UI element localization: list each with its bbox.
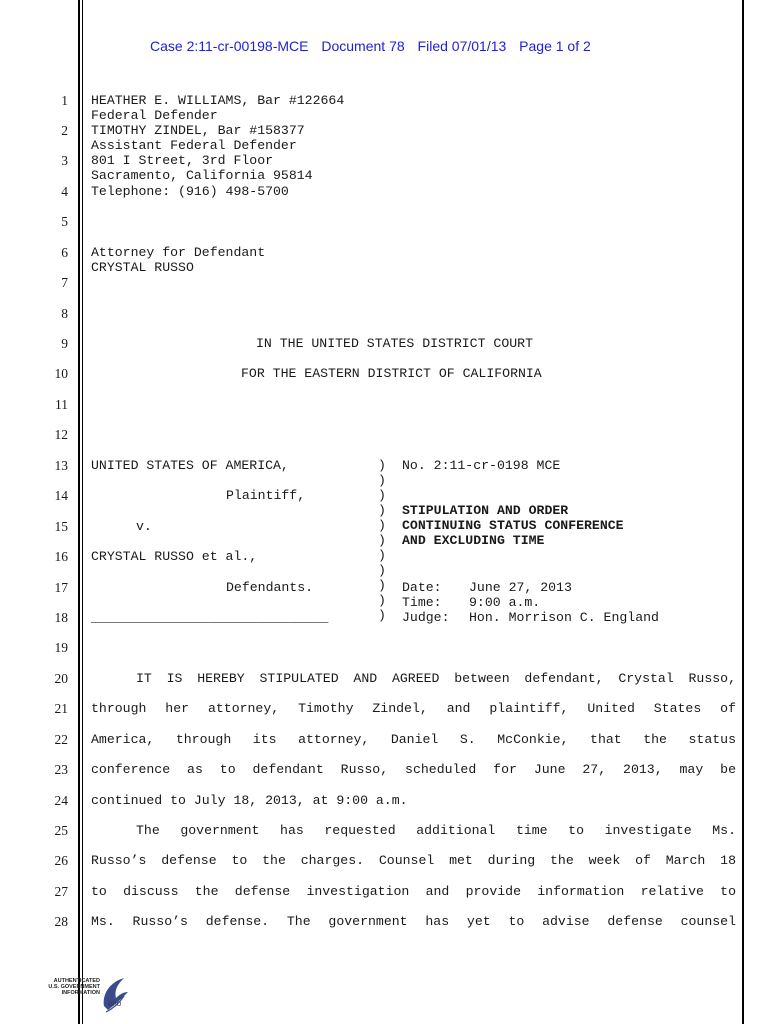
ecf-header [150,38,600,54]
gpo-mark: GPO [108,1002,122,1008]
left-margin-rule-outer [78,0,80,1024]
body-line: Ms. Russo’s defense. The government has yet to advise defense counsel [91,914,736,929]
judge-label: Judge: [402,610,450,625]
plaintiff-party: UNITED STATES OF AMERICA, [91,458,289,473]
attorney-line: HEATHER E. WILLIAMS, Bar #122664 [91,93,345,108]
document-title-line: CONTINUING STATUS CONFERENCE [402,518,624,533]
document-number: Document 78 [321,38,405,54]
line-number: 11 [55,397,68,412]
line-number: 3 [61,153,68,168]
line-number: 26 [54,853,68,868]
time-label: Time: [402,595,442,610]
seal-text: AUTHENTICATED U.S. GOVERNMENT INFORMATION [48,978,100,996]
line-number: 7 [61,275,68,290]
attorney-for-client: CRYSTAL RUSSO [91,260,194,275]
body-line: The government has requested additional time to investigate Ms. [136,823,736,838]
line-number: 1 [61,93,68,108]
line-number: 19 [54,640,68,655]
line-number: 28 [54,914,68,929]
date-value: June 27, 2013 [469,580,572,595]
defendant-role: Defendants. [226,580,314,595]
caption-underline: ______________________________ [91,610,329,625]
right-margin-rule [742,0,744,1024]
case-number-caption: No. 2:11-cr-0198 MCE [402,458,561,473]
line-number: 5 [61,214,68,229]
line-number: 21 [54,701,68,716]
court-district: FOR THE EASTERN DISTRICT OF CALIFORNIA [241,366,542,381]
line-number: 23 [54,762,68,777]
body-line: IT IS HEREBY STIPULATED AND AGREED between defendant, Crystal Russo, [136,671,736,686]
line-number: 15 [54,519,68,534]
line-number: 25 [54,823,68,838]
case-number: Case 2:11-cr-00198-MCE [150,38,309,54]
body-line: Russo’s defense to the charges. Counsel met during the week of March 18 [91,853,736,868]
attorney-line: TIMOTHY ZINDEL, Bar #158377 [91,123,305,138]
attorney-line: Federal Defender [91,108,218,123]
filed-date: Filed 07/01/13 [417,38,507,54]
line-number: 4 [61,184,68,199]
date-label: Date: [402,580,442,595]
defendant-party: CRYSTAL RUSSO et al., [91,549,258,564]
line-number: 20 [54,671,68,686]
line-number: 13 [54,458,68,473]
left-margin-rule-inner [82,0,83,1024]
gpo-authentication-seal [44,972,134,1016]
court-name: IN THE UNITED STATES DISTRICT COURT [256,336,533,351]
body-line: continued to July 18, 2013, at 9:00 a.m. [91,793,408,808]
page-indicator: Page 1 of 2 [519,38,591,54]
body-line: America, through its attorney, Daniel S. McConkie, that the status [91,732,736,747]
document-title-line: AND EXCLUDING TIME [402,533,545,548]
attorney-for-label: Attorney for Defendant [91,245,266,260]
eagle-icon [44,972,134,1016]
line-number: 27 [54,884,68,899]
document-title-line: STIPULATION AND ORDER [402,503,569,518]
line-number: 14 [54,488,68,503]
line-number: 2 [61,123,68,138]
attorney-line: Telephone: (916) 498-5700 [91,184,289,199]
time-value: 9:00 a.m. [469,595,541,610]
line-number: 22 [54,732,68,747]
line-number: 12 [54,427,68,442]
line-number: 18 [54,610,68,625]
attorney-line: Sacramento, California 95814 [91,168,313,183]
judge-value: Hon. Morrison C. England [469,610,659,625]
line-number: 16 [54,549,68,564]
plaintiff-role: Plaintiff, [226,488,306,503]
body-line: conference as to defendant Russo, scheduled for June 27, 2013, may be [91,762,736,777]
versus: v. [136,519,152,534]
caption-divider: ) ) ) ) ) ) ) ) ) ) ) [378,458,386,623]
line-number: 6 [61,245,68,260]
line-number: 24 [54,793,68,808]
body-line: through her attorney, Timothy Zindel, and plaintiff, United States of [91,701,736,716]
line-number: 8 [61,306,68,321]
attorney-line: Assistant Federal Defender [91,138,297,153]
line-number: 10 [54,366,68,381]
attorney-line: 801 I Street, 3rd Floor [91,153,274,168]
body-line: to discuss the defense investigation and provide information relative to [91,884,736,899]
line-number: 17 [54,580,68,595]
line-number: 9 [61,336,68,351]
